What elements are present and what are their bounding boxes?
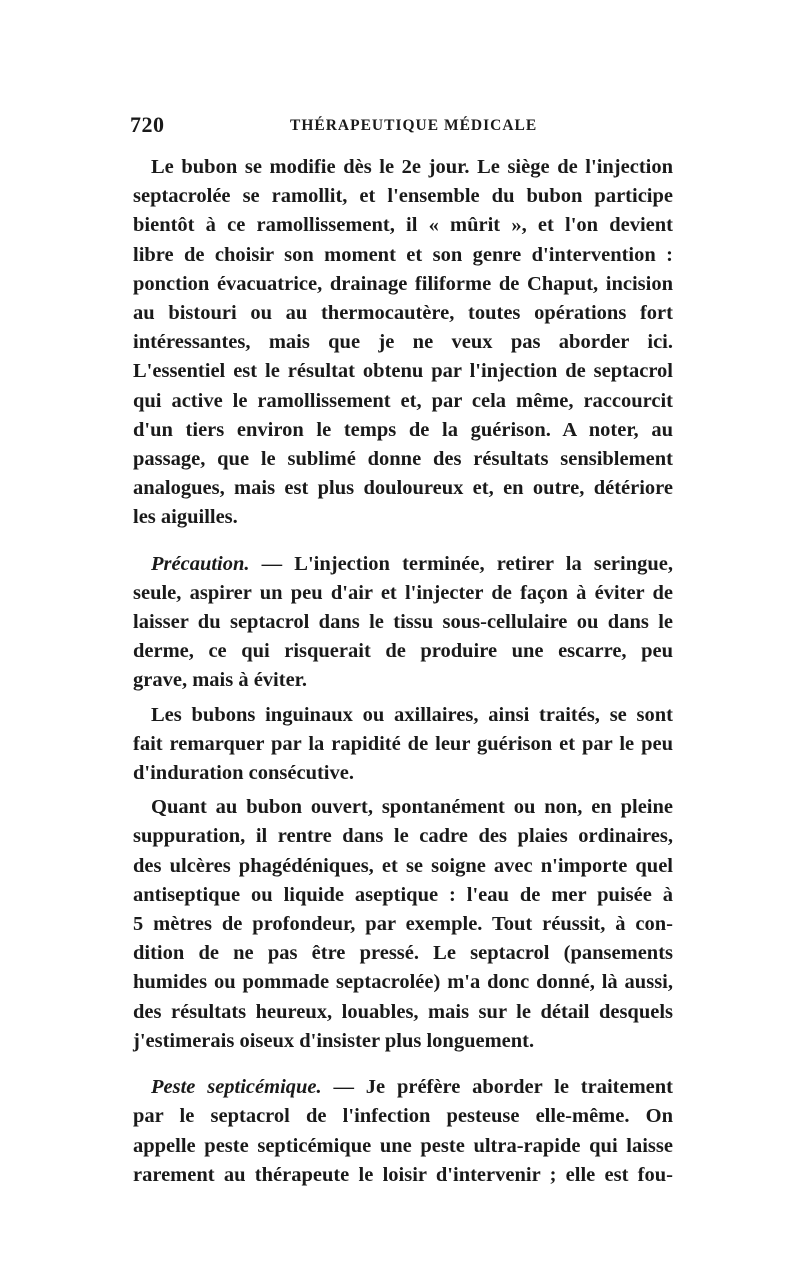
text-line: intéressantes, mais que je ne veux pas aborder ici.: [133, 331, 673, 354]
text-line: dition de ne pas être pressé. Le septacrol (pansements: [133, 942, 673, 965]
running-title: THÉRAPEUTIQUE MÉDICALE: [290, 117, 538, 134]
text-line: appelle peste septicémique une peste ultra-rapide qui laisse: [133, 1134, 673, 1157]
text-line: rarement au thérapeute le loisir d'intervenir ; elle est fou-: [133, 1163, 673, 1186]
text-run: — Je préfère aborder le traitement: [321, 1076, 673, 1099]
text-line: antiseptique ou liquide aseptique : l'eau de mer puisée à: [133, 883, 673, 906]
page-number: 720: [130, 112, 165, 137]
text-line: analogues, mais est plus douloureux et, en outre, détériore: [133, 477, 673, 500]
section-lead: Peste septicémique.: [151, 1076, 322, 1099]
text-line: L'essentiel est le résultat obtenu par l'injection de septacrol: [133, 360, 673, 383]
text-line: passage, que le sublimé donne des résultats sensiblement: [133, 448, 673, 471]
text-line: 5 mètres de profondeur, par exemple. Tout réussit, à con-: [133, 913, 673, 936]
text-line: fait remarquer par la rapidité de leur guérison et par le peu: [133, 732, 673, 755]
text-line: septacrolée se ramollit, et l'ensemble du bubon participe: [133, 185, 673, 208]
text-line: au bistouri ou au thermocautère, toutes opérations fort: [133, 302, 673, 325]
text-line: les aiguilles.: [133, 506, 238, 529]
text-line: d'un tiers environ le temps de la guérison. A noter, au: [133, 418, 673, 441]
text-line: laisser du septacrol dans le tissu sous-cellulaire ou dans le: [133, 611, 673, 634]
text-line: seule, aspirer un peu d'air et l'injecter de façon à éviter de: [133, 581, 673, 604]
text-line: des ulcères phagédéniques, et se soigne avec n'importe quel: [133, 854, 673, 877]
text-line: Les bubons inguinaux ou axillaires, ainsi traités, se sont: [151, 703, 673, 726]
text-line: bientôt à ce ramollissement, il « mûrit », et l'on devient: [133, 214, 673, 237]
body-text: [133, 153, 673, 1195]
text-run: — L'injection terminée, retirer la seringue,: [249, 552, 673, 575]
paragraph-precaution: [133, 550, 673, 696]
running-head: [130, 112, 675, 142]
text-line: des résultats heureux, louables, mais sur le détail desquels: [133, 1000, 673, 1023]
text-line: derme, ce qui risquerait de produire une escarre, peu: [133, 640, 673, 663]
section-lead: Précaution.: [151, 552, 250, 575]
text-line: humides ou pommade septacrolée) m'a donc donné, là aussi,: [133, 971, 673, 994]
paragraph-bubon-evolution: [133, 153, 673, 533]
text-line: d'induration consécutive.: [133, 762, 354, 785]
text-line: [133, 550, 673, 579]
text-line: j'estimerais oiseux d'insister plus longuement.: [133, 1029, 535, 1052]
text-line: grave, mais à éviter.: [133, 669, 308, 692]
text-line: qui active le ramollissement et, par cela même, raccourcit: [133, 389, 673, 412]
paragraph-peste-septicemique: [133, 1073, 673, 1190]
text-line: Le bubon se modifie dès le 2e jour. Le siège de l'injection: [151, 156, 673, 178]
text-line: [133, 1073, 673, 1102]
text-line: libre de choisir son moment et son genre d'intervention :: [133, 243, 673, 266]
text-line: par le septacrol de l'infection pesteuse elle-même. On: [133, 1105, 673, 1128]
text-line: suppuration, il rentre dans le cadre des plaies ordinaires,: [133, 825, 673, 848]
text-line: Quant au bubon ouvert, spontanément ou non, en pleine: [151, 796, 673, 819]
paragraph-bubon-ouvert: [133, 793, 673, 1056]
paragraph-bubons-inguinaux: [133, 701, 673, 789]
text-line: ponction évacuatrice, drainage filiforme de Chaput, incision: [133, 272, 673, 295]
